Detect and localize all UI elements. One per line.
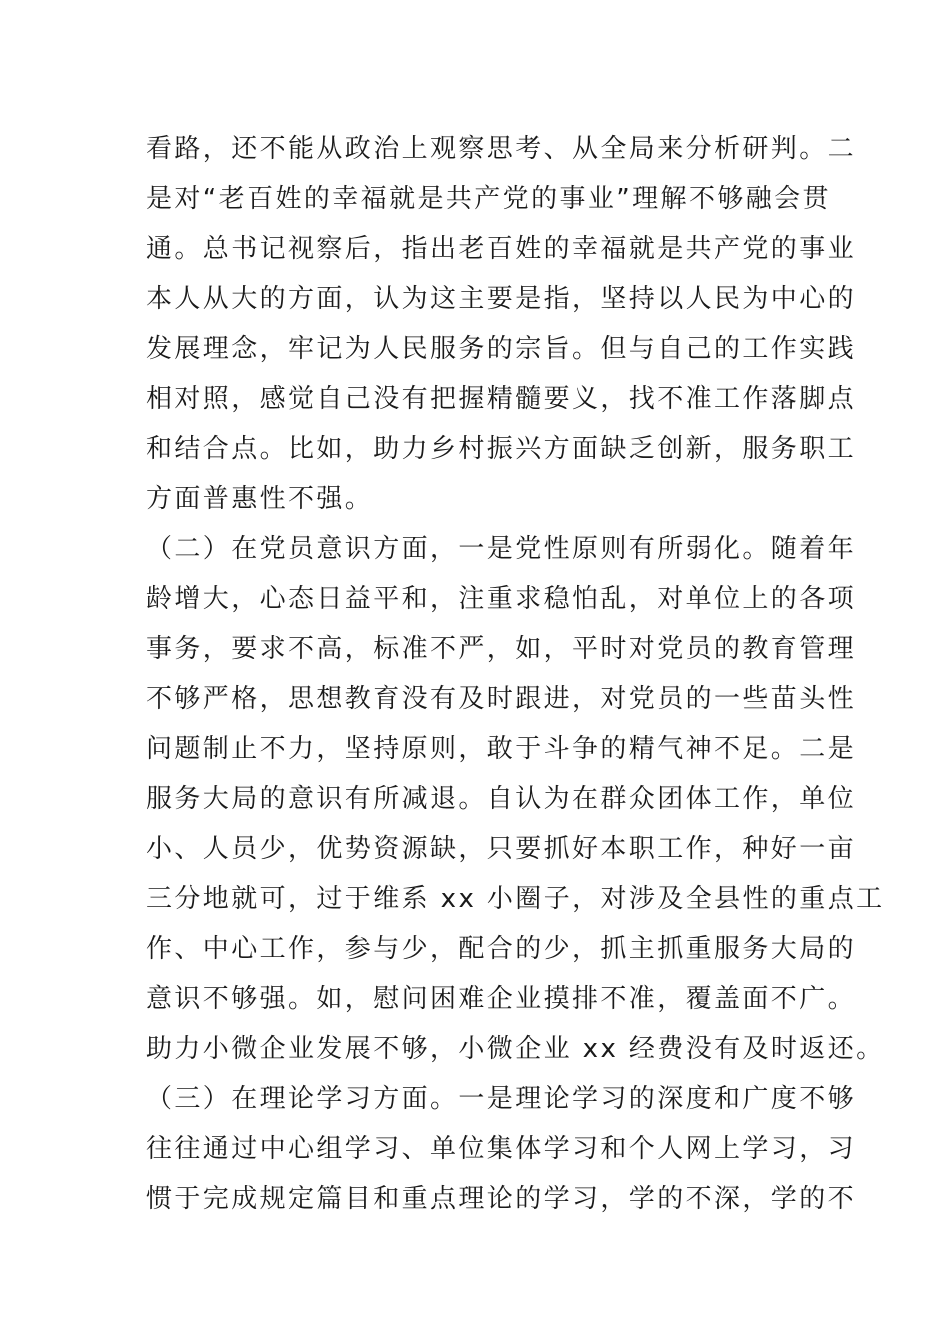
text-line: 通。总书记视察后，指出老百姓的幸福就是共产党的事业 [146,234,857,264]
text-line: 相对照，感觉自己没有把握精髓要义，找不准工作落脚点 [146,384,857,414]
text-line: 和结合点。比如，助力乡村振兴方面缺乏创新，服务职工 [146,434,857,464]
text-line: 惯于完成规定篇目和重点理论的学习，学的不深，学的不 [146,1184,857,1214]
text-line: 方面普惠性不强。 [146,484,374,514]
text-line: 小、人员少，优势资源缺，只要抓好本职工作，种好一亩 [146,834,857,864]
paragraph-heading-line: （二）在党员意识方面，一是党性原则有所弱化。随着年 [146,534,857,564]
text-line: 意识不够强。如，慰问困难企业摸排不准，覆盖面不广。 [146,984,857,1014]
text-line: 助力小微企业发展不够，小微企业 xx 经费没有及时返还。 [146,1034,885,1064]
text-line: 不够严格，思想教育没有及时跟进，对党员的一些苗头性 [146,684,857,714]
text-line: 龄增大，心态日益平和，注重求稳怕乱，对单位上的各项 [146,584,857,614]
text-line: 问题制止不力，坚持原则，敢于斗争的精气神不足。二是 [146,734,857,764]
text-line: 三分地就可，过于维系 xx 小圈子，对涉及全县性的重点工 [146,884,885,914]
text-line: 本人从大的方面，认为这主要是指，坚持以人民为中心的 [146,284,857,314]
text-line: 发展理念，牢记为人民服务的宗旨。但与自己的工作实践 [146,334,857,364]
text-line: 服务大局的意识有所减退。自认为在群众团体工作，单位 [146,784,857,814]
text-line: 是对“老百姓的幸福就是共产党的事业”理解不够融会贯 [146,184,831,214]
text-line: 事务，要求不高，标准不严，如，平时对党员的教育管理 [146,634,857,664]
paragraph-heading-line: （三）在理论学习方面。一是理论学习的深度和广度不够 [146,1084,857,1114]
text-line: 往往通过中心组学习、单位集体学习和个人网上学习，习 [146,1134,857,1164]
text-line: 作、中心工作，参与少，配合的少，抓主抓重服务大局的 [146,934,857,964]
text-line: 看路，还不能从政治上观察思考、从全局来分析研判。二 [146,134,857,164]
